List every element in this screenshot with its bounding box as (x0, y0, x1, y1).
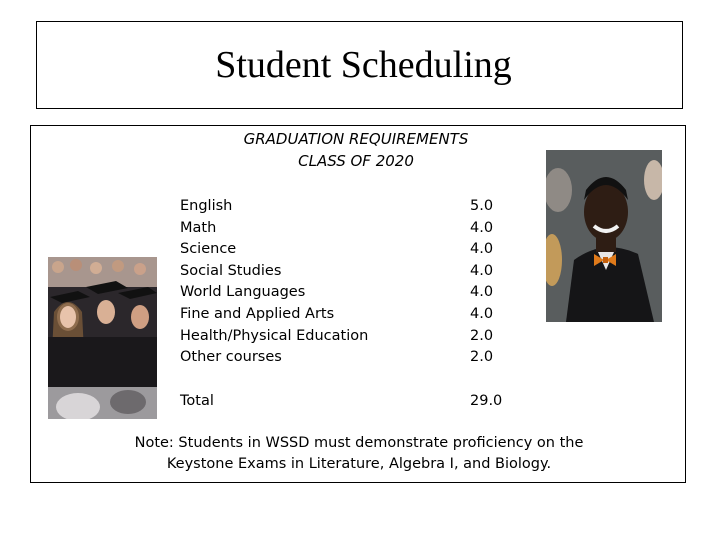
slide-title: Student Scheduling (215, 44, 512, 86)
requirements-table (180, 196, 530, 412)
course-name: English (180, 198, 233, 214)
course-credits: 2.0 (470, 349, 494, 366)
course-credits: 4.0 (470, 305, 494, 322)
requirement-row (180, 347, 530, 369)
course-name: Fine and Applied Arts (180, 305, 335, 322)
requirement-row (180, 218, 530, 240)
course-name: Math (180, 219, 217, 236)
course-name: Health/Physical Education (180, 327, 369, 344)
course-credits: 4.0 (470, 262, 494, 279)
keystone-note (31, 433, 687, 475)
requirement-row (180, 239, 530, 261)
course-credits: 4.0 (470, 284, 494, 301)
course-credits: 2.0 (470, 327, 494, 344)
requirements-panel (30, 125, 686, 483)
requirement-row (180, 304, 530, 326)
total-credits: 29.0 (470, 392, 503, 409)
graduates-photo (48, 257, 157, 419)
graduate-portrait-photo (546, 150, 662, 322)
requirement-row (180, 196, 530, 218)
title-box (36, 21, 683, 109)
heading-line-1: GRADUATION REQUIREMENTS (243, 130, 469, 148)
course-credits: 4.0 (470, 219, 494, 236)
total-row (180, 369, 530, 413)
note-line-1: Note: Students in WSSD must demonstrate proficiency on the (134, 435, 584, 451)
note-line-2: Keystone Exams in Literature, Algebra I, and Biology. (166, 456, 552, 472)
course-credits: 4.0 (470, 241, 494, 258)
requirement-row (180, 261, 530, 283)
course-credits: 5.0 (470, 198, 494, 214)
course-name: Social Studies (180, 262, 282, 279)
requirement-row (180, 326, 530, 348)
requirement-row (180, 282, 530, 304)
heading-line-2: CLASS OF 2020 (298, 152, 414, 170)
total-label: Total (180, 392, 214, 409)
course-name: Other courses (180, 349, 282, 366)
course-name: Science (180, 241, 237, 258)
course-name: World Languages (180, 284, 306, 301)
